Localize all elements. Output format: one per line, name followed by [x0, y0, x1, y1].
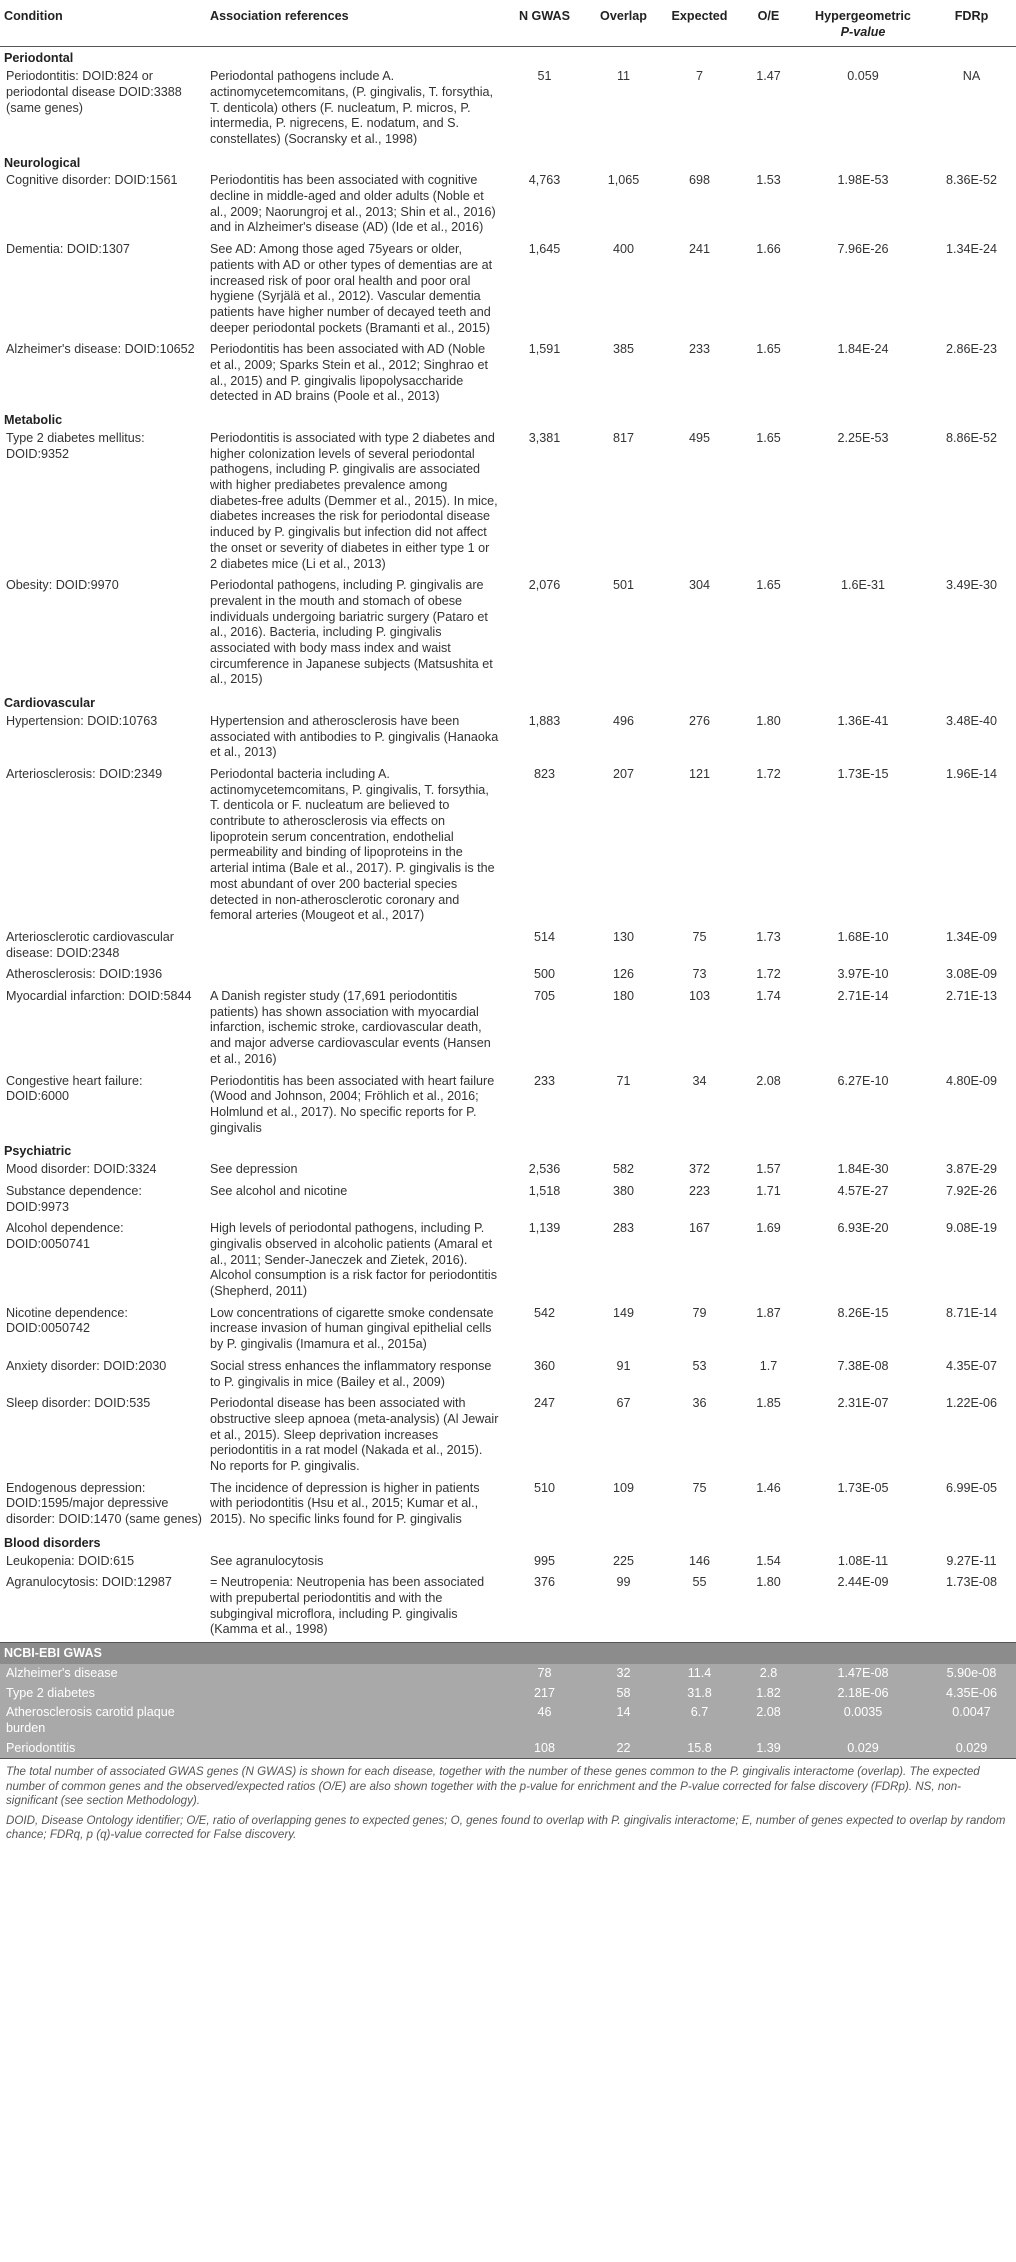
- oe-cell: 1.57: [756, 1162, 781, 1177]
- fdr-cell: 2.71E-13: [945, 989, 998, 1004]
- section-title: Metabolic: [4, 413, 63, 428]
- overlap-cell: 91: [616, 1358, 631, 1373]
- association-cell: See agranulocytosis: [210, 1553, 324, 1568]
- condition-cell: Sleep disorder: DOID:535: [6, 1396, 151, 1411]
- fdr-cell: 1.22E-06: [945, 1396, 998, 1411]
- table-row: [0, 1072, 1016, 1141]
- condition-cell: Atherosclerosis: DOID:1936: [6, 967, 163, 982]
- n-cell: 1,883: [528, 713, 561, 728]
- fdr-cell: 3.08E-09: [945, 967, 998, 982]
- footnote-1: The total number of associated GWAS genes (N GWAS) is shown for each disease, together with the number of these genes common to the P. gingivalis interactome (overlap). The expected number of common genes and the observed/expected ratios (O/E) are also shown together with the p-value for enrichment and the P-value corrected for false discovery (FDRp). NS, non-significant (see section Methodology).: [6, 1765, 980, 1807]
- table-row: [0, 67, 1016, 152]
- section-header: [0, 1140, 1016, 1160]
- fdr-cell: 9.27E-11: [946, 1553, 997, 1568]
- p-cell: 1.36E-41: [837, 713, 889, 728]
- expected-cell: 36: [692, 1396, 707, 1411]
- section-header: [0, 409, 1016, 429]
- association-cell: Periodontitis is associated with type 2 diabetes and higher colonization levels of several periodontal pathogens, including P. gingivalis are associated with higher prediabetes prevalence among diabetes-free adults (Demmer et al., 2015). In mice, diabetes increases the risk for periodontal disease induced by P. gingivalis but infection did not affect the onset or severity of diabetes in either type 1 or 2 diabetes mice (Li et al., 2013): [210, 430, 498, 571]
- table-header: [0, 0, 1016, 47]
- n-cell: 542: [533, 1305, 555, 1320]
- expected-cell: 7: [695, 69, 703, 84]
- p-cell: 2.44E-09: [837, 1575, 889, 1590]
- n-cell: 1,645: [528, 242, 561, 257]
- condition-cell: Substance dependence: DOID:9973: [6, 1183, 142, 1214]
- overlap-cell: 817: [612, 430, 634, 445]
- condition-cell: Anxiety disorder: DOID:2030: [6, 1358, 167, 1373]
- condition-cell: Periodontitis: DOID:824 or periodontal disease DOID:3388 (same genes): [6, 69, 182, 115]
- p-cell: 1.73E-15: [837, 766, 889, 781]
- section-header: [0, 1532, 1016, 1552]
- n-cell: 500: [533, 967, 555, 982]
- oe-cell: 1.71: [756, 1183, 781, 1198]
- fdr-cell: 8.71E-14: [945, 1305, 998, 1320]
- gwas-expected-cell: 11.4: [661, 1664, 738, 1684]
- oe-cell: 1.72: [756, 766, 781, 781]
- table-body: [0, 47, 1016, 1758]
- fdr-cell: 8.36E-52: [945, 173, 998, 188]
- oe-cell: 1.87: [756, 1305, 781, 1320]
- n-cell: 1,518: [528, 1183, 561, 1198]
- gwas-p-cell: 1.47E-08: [799, 1664, 927, 1684]
- oe-cell: 1.65: [756, 578, 781, 593]
- header-hyper-line2: P-value: [840, 24, 886, 39]
- gwas-table-row: [0, 1664, 1016, 1684]
- gwas-table-row: [0, 1684, 1016, 1704]
- overlap-cell: 99: [616, 1575, 631, 1590]
- fdr-cell: 3.48E-40: [945, 713, 998, 728]
- fdr-cell: 6.99E-05: [945, 1480, 998, 1495]
- gwas-condition-cell: Alzheimer's disease: [0, 1664, 206, 1684]
- overlap-cell: 67: [616, 1396, 631, 1411]
- association-cell: Periodontitis has been associated with heart failure (Wood and Johnson, 2004; Fröhlich et al., 2016; Holmlund et al., 2017). No specific reports for P. gingivalis: [210, 1073, 495, 1135]
- section-title: Neurological: [4, 155, 81, 170]
- gwas-condition-cell: Atherosclerosis carotid plaque burden: [0, 1703, 206, 1738]
- association-cell: Periodontitis has been associated with cognitive decline in middle-aged and older adults (Noble et al., 2009; Naorungroj et al., 2013; Shin et al., 2016) and in Alzheimer's disease (AD) (Ide et al., 2016): [210, 173, 496, 235]
- expected-cell: 55: [692, 1575, 707, 1590]
- gwas-oe-cell: 1.39: [738, 1739, 799, 1759]
- expected-cell: 121: [688, 766, 710, 781]
- table-row: [0, 171, 1016, 240]
- table-row: [0, 340, 1016, 409]
- gwas-n-cell: 46: [503, 1703, 586, 1738]
- association-cell: Periodontitis has been associated with AD (Noble et al., 2009; Sparks Stein et al., 2012; Singhrao et al., 2015) and P. gingivalis lipopolysaccharide detected in AD brains (Poole et al., 2013): [210, 342, 488, 404]
- expected-cell: 372: [688, 1162, 710, 1177]
- expected-cell: 103: [688, 989, 710, 1004]
- association-cell: Low concentrations of cigarette smoke condensate increase invasion of human gingival epithelial cells by P. gingivalis (Imamura et al., 2015a): [210, 1305, 494, 1352]
- table-row: [0, 765, 1016, 928]
- table-row: [0, 1357, 1016, 1394]
- table-row: [0, 1160, 1016, 1182]
- expected-cell: 241: [688, 242, 710, 257]
- p-cell: 2.31E-07: [837, 1396, 889, 1411]
- n-cell: 376: [533, 1575, 555, 1590]
- section-title: Periodontal: [4, 51, 74, 66]
- table-row: [0, 1219, 1016, 1304]
- oe-cell: 2.08: [756, 1073, 781, 1088]
- condition-cell: Arteriosclerosis: DOID:2349: [6, 766, 163, 781]
- oe-cell: 1.7: [759, 1358, 778, 1373]
- overlap-cell: 71: [616, 1073, 631, 1088]
- association-cell: See depression: [210, 1162, 298, 1177]
- condition-cell: Mood disorder: DOID:3324: [6, 1162, 157, 1177]
- association-cell: A Danish register study (17,691 periodontitis patients) has shown association with myocardial infarction, ischemic stroke, cardiovascular death, and major adverse cardiovascular events (Hansen et al., 2016): [210, 989, 491, 1066]
- overlap-cell: 11: [616, 69, 631, 84]
- association-cell: See AD: Among those aged 75years or older, patients with AD or other types of dementias are at increased risk of poor oral health and poor oral hygiene (Syrjälä et al., 2012). Vascular dementia patients have higher number of decayed teeth and deeper periodontal pockets (Bramanti et al., 2015): [210, 242, 493, 335]
- footnote-2: DOID, Disease Ontology identifier; O/E, ratio of overlapping genes to expected genes; O, genes found to overlap with P. gingivalis interactome; E, number of genes expected to overlap by random chance; FDRq, p (q)-value corrected for False discovery.: [6, 1813, 1006, 1842]
- p-cell: 6.27E-10: [837, 1073, 889, 1088]
- overlap-cell: 582: [612, 1162, 634, 1177]
- n-cell: 233: [533, 1073, 555, 1088]
- table-row: [0, 576, 1016, 692]
- table-row: [0, 1304, 1016, 1357]
- n-cell: 4,763: [528, 173, 561, 188]
- p-cell: 1.73E-05: [837, 1480, 889, 1495]
- header-hypergeometric: [799, 0, 927, 47]
- condition-cell: Endogenous depression: DOID:1595/major depressive disorder: DOID:1470 (same genes): [6, 1480, 202, 1527]
- header-association: Association references: [206, 0, 503, 47]
- gwas-oe-cell: 1.82: [738, 1684, 799, 1704]
- header-hyper-line1: Hypergeometric: [815, 9, 911, 23]
- table-row: [0, 987, 1016, 1072]
- oe-cell: 1.46: [756, 1480, 781, 1495]
- oe-cell: 1.74: [756, 989, 781, 1004]
- oe-cell: 1.54: [756, 1553, 781, 1568]
- association-cell: The incidence of depression is higher in patients with periodontitis (Hsu et al., 2015; Kumar et al., 2015). No specific links found for P. gingivalis: [210, 1480, 480, 1527]
- association-cell: Social stress enhances the inflammatory response to P. gingivalis in mice (Bailey et al., 2009): [210, 1358, 492, 1389]
- gwas-section-title: NCBI-EBI GWAS: [0, 1643, 1016, 1664]
- table-row: [0, 1182, 1016, 1219]
- n-cell: 995: [533, 1553, 555, 1568]
- overlap-cell: 385: [612, 342, 634, 357]
- association-cell: [206, 928, 503, 965]
- section-header: [0, 692, 1016, 712]
- fdr-cell: 1.34E-24: [945, 242, 998, 257]
- overlap-cell: 130: [612, 929, 634, 944]
- gwas-condition-cell: Periodontitis: [0, 1739, 206, 1759]
- p-cell: 1.68E-10: [837, 929, 889, 944]
- p-cell: 0.059: [847, 69, 879, 84]
- n-cell: 2,536: [528, 1162, 561, 1177]
- n-cell: 705: [533, 989, 555, 1004]
- gwas-expected-cell: 6.7: [661, 1703, 738, 1738]
- expected-cell: 75: [692, 1480, 707, 1495]
- condition-cell: Alzheimer's disease: DOID:10652: [6, 342, 195, 357]
- association-cell: Hypertension and atherosclerosis have been associated with antibodies to P. gingivalis (Hanaoka et al., 2013): [210, 713, 499, 760]
- gwas-n-cell: 78: [503, 1664, 586, 1684]
- oe-cell: 1.65: [756, 342, 781, 357]
- gwas-association-cell: [206, 1703, 503, 1738]
- n-cell: 247: [533, 1396, 555, 1411]
- table-row: [0, 712, 1016, 765]
- header-overlap: Overlap: [586, 0, 661, 47]
- condition-cell: Hypertension: DOID:10763: [6, 713, 158, 728]
- section-title: Cardiovascular: [4, 696, 95, 711]
- gwas-expected-cell: 31.8: [661, 1684, 738, 1704]
- fdr-cell: 3.49E-30: [945, 578, 998, 593]
- overlap-cell: 496: [612, 713, 634, 728]
- oe-cell: 1.80: [756, 1575, 781, 1590]
- p-cell: 2.25E-53: [837, 430, 889, 445]
- association-cell: = Neutropenia: Neutropenia has been associated with prepubertal periodontitis and with the subgingival microflora, including P. gingivalis (Kamma et al., 1998): [210, 1575, 485, 1637]
- expected-cell: 304: [688, 578, 710, 593]
- expected-cell: 276: [688, 713, 710, 728]
- n-cell: 514: [533, 929, 555, 944]
- gwas-association-cell: [206, 1739, 503, 1759]
- association-cell: Periodontal bacteria including A. actinomycetemcomitans, P. gingivalis, T. forsythia, T. denticola or F. nucleatum are believed to contribute to atherosclerosis via effects on lipoprotein serum concentration, endothelial permeability and binding of lipoproteins in the arterial intima (Bale et al., 2017). P. gingivalis is the most abundant of over 200 bacterial species detected in non-atherosclerotic coronary and femoral arteries (Mougeot et al., 2017): [210, 766, 495, 923]
- fdr-cell: 7.92E-26: [945, 1183, 998, 1198]
- gwas-association-cell: [206, 1684, 503, 1704]
- p-cell: 8.26E-15: [837, 1305, 889, 1320]
- overlap-cell: 283: [612, 1221, 634, 1236]
- gwas-oe-cell: 2.8: [738, 1664, 799, 1684]
- condition-cell: Nicotine dependence: DOID:0050742: [6, 1305, 128, 1336]
- gwas-p-cell: 0.0035: [799, 1703, 927, 1738]
- p-cell: 1.08E-11: [837, 1553, 889, 1568]
- overlap-cell: 400: [612, 242, 634, 257]
- table-row: [0, 1479, 1016, 1532]
- expected-cell: 34: [692, 1073, 707, 1088]
- table-row: [0, 240, 1016, 340]
- section-header: [0, 152, 1016, 172]
- expected-cell: 146: [688, 1553, 710, 1568]
- expected-cell: 75: [692, 929, 707, 944]
- gwas-oe-cell: 2.08: [738, 1703, 799, 1738]
- overlap-cell: 126: [612, 967, 634, 982]
- gwas-fdr-cell: 0.029: [927, 1739, 1016, 1759]
- gwas-association-cell: [206, 1664, 503, 1684]
- table-row: [0, 1573, 1016, 1642]
- p-cell: 4.57E-27: [837, 1183, 889, 1198]
- association-cell: Periodontal pathogens include A. actinomycetemcomitans, (P. gingivalis, T. forsythia, T. denticola) others (F. nucleatum, P. micros, P. intermedia, P. nigrecens, E. nodatum, and S. constellates) (Socransky et al., 1998): [210, 69, 494, 146]
- gwas-n-cell: 108: [503, 1739, 586, 1759]
- condition-cell: Cognitive disorder: DOID:1561: [6, 173, 178, 188]
- overlap-cell: 380: [612, 1183, 634, 1198]
- n-cell: 1,139: [528, 1221, 561, 1236]
- fdr-cell: 1.73E-08: [945, 1575, 998, 1590]
- overlap-cell: 501: [612, 578, 634, 593]
- oe-cell: 1.72: [756, 967, 781, 982]
- table-row: [0, 1552, 1016, 1574]
- n-cell: 360: [533, 1358, 555, 1373]
- header-expected: Expected: [661, 0, 738, 47]
- p-cell: 3.97E-10: [837, 967, 889, 982]
- condition-cell: Leukopenia: DOID:615: [6, 1553, 135, 1568]
- condition-cell: Obesity: DOID:9970: [6, 578, 119, 593]
- section-header: [0, 47, 1016, 67]
- gwas-condition-cell: Type 2 diabetes: [0, 1684, 206, 1704]
- n-cell: 51: [537, 69, 552, 84]
- section-title: Psychiatric: [4, 1144, 72, 1159]
- gwas-table-row: [0, 1739, 1016, 1759]
- table-row: [0, 1394, 1016, 1479]
- gwas-p-cell: 2.18E-06: [799, 1684, 927, 1704]
- condition-cell: Arteriosclerotic cardiovascular disease: DOID:2348: [6, 929, 174, 960]
- oe-cell: 1.66: [756, 242, 781, 257]
- fdr-cell: 2.86E-23: [945, 342, 998, 357]
- p-cell: 1.98E-53: [837, 173, 889, 188]
- header-oe: O/E: [738, 0, 799, 47]
- fdr-cell: 9.08E-19: [945, 1221, 998, 1236]
- condition-cell: Myocardial infarction: DOID:5844: [6, 989, 192, 1004]
- fdr-cell: NA: [962, 69, 981, 84]
- expected-cell: 223: [688, 1183, 710, 1198]
- condition-cell: Congestive heart failure: DOID:6000: [6, 1073, 143, 1104]
- p-cell: 7.38E-08: [837, 1358, 889, 1373]
- oe-cell: 1.80: [756, 713, 781, 728]
- association-cell: [206, 965, 503, 987]
- overlap-cell: 225: [612, 1553, 634, 1568]
- table-row: [0, 429, 1016, 576]
- fdr-cell: 8.86E-52: [945, 430, 998, 445]
- condition-cell: Dementia: DOID:1307: [6, 242, 130, 257]
- p-cell: 1.6E-31: [840, 578, 886, 593]
- gwas-section-header: [0, 1643, 1016, 1664]
- p-cell: 7.96E-26: [837, 242, 889, 257]
- fdr-cell: 4.35E-07: [945, 1358, 998, 1373]
- oe-cell: 1.73: [756, 929, 781, 944]
- gwas-fdr-cell: 0.0047: [927, 1703, 1016, 1738]
- gwas-p-cell: 0.029: [799, 1739, 927, 1759]
- oe-cell: 1.47: [756, 69, 781, 84]
- section-title: Blood disorders: [4, 1535, 101, 1550]
- n-cell: 1,591: [528, 342, 561, 357]
- fdr-cell: 1.34E-09: [945, 929, 998, 944]
- oe-cell: 1.85: [756, 1396, 781, 1411]
- condition-cell: Type 2 diabetes mellitus: DOID:9352: [6, 430, 145, 461]
- expected-cell: 233: [688, 342, 710, 357]
- p-cell: 2.71E-14: [837, 989, 889, 1004]
- oe-cell: 1.65: [756, 430, 781, 445]
- expected-cell: 79: [692, 1305, 707, 1320]
- gwas-fdr-cell: 4.35E-06: [927, 1684, 1016, 1704]
- expected-cell: 73: [692, 967, 707, 982]
- association-cell: Periodontal pathogens, including P. gingivalis are prevalent in the mouth and stomach of obese individuals undergoing bariatric surgery (Pataro et al., 2016). Bacteria, including P. gingivalis associated with body mass index and waist circumference in Japanese subjects (Matsushita et al., 2015): [210, 578, 493, 687]
- table-row: [0, 928, 1016, 965]
- header-fdr: FDRp: [927, 0, 1016, 47]
- fdr-cell: 3.87E-29: [945, 1162, 998, 1177]
- association-cell: High levels of periodontal pathogens, including P. gingivalis observed in alcoholic patients (Amaral et al., 2011; Sender-Janeczek and Zietek, 2016). Alcohol consumption is a risk factor for periodontitis (Shepherd, 2011): [210, 1221, 497, 1299]
- condition-cell: Agranulocytosis: DOID:12987: [6, 1575, 172, 1590]
- association-cell: Periodontal disease has been associated with obstructive sleep apnoea (meta-analysis) (Al Jewair et al., 2015). Sleep deprivation increases periodontitis in a rat model (Nakada et al., 2015). No reports for P. gingivalis.: [210, 1396, 499, 1474]
- association-cell: See alcohol and nicotine: [210, 1183, 348, 1198]
- gwas-overlap-cell: 32: [586, 1664, 661, 1684]
- gwas-overlap-cell: 22: [586, 1739, 661, 1759]
- fdr-cell: 1.96E-14: [945, 766, 998, 781]
- oe-cell: 1.53: [756, 173, 781, 188]
- overlap-cell: 1,065: [607, 173, 640, 188]
- overlap-cell: 149: [612, 1305, 634, 1320]
- gwas-overlap-cell: 14: [586, 1703, 661, 1738]
- gwas-fdr-cell: 5.90e-08: [927, 1664, 1016, 1684]
- header-condition: Condition: [0, 0, 206, 47]
- oe-cell: 1.69: [756, 1221, 781, 1236]
- expected-cell: 167: [688, 1221, 710, 1236]
- table-row: [0, 965, 1016, 987]
- fdr-cell: 4.80E-09: [945, 1073, 998, 1088]
- table-footnotes: [0, 1759, 1016, 1842]
- p-cell: 1.84E-30: [837, 1162, 889, 1177]
- expected-cell: 698: [688, 173, 710, 188]
- overlap-cell: 207: [612, 766, 634, 781]
- p-cell: 1.84E-24: [837, 342, 889, 357]
- expected-cell: 495: [688, 430, 710, 445]
- gwas-overlap-cell: 58: [586, 1684, 661, 1704]
- overlap-cell: 180: [612, 989, 634, 1004]
- p-cell: 6.93E-20: [837, 1221, 889, 1236]
- expected-cell: 53: [692, 1358, 707, 1373]
- gwas-table-row: [0, 1703, 1016, 1738]
- n-cell: 823: [533, 766, 555, 781]
- overlap-cell: 109: [612, 1480, 634, 1495]
- condition-cell: Alcohol dependence: DOID:0050741: [6, 1221, 124, 1251]
- gwas-expected-cell: 15.8: [661, 1739, 738, 1759]
- n-cell: 510: [533, 1480, 555, 1495]
- n-cell: 3,381: [528, 430, 561, 445]
- n-cell: 2,076: [528, 578, 561, 593]
- gwas-n-cell: 217: [503, 1684, 586, 1704]
- header-n-gwas: N GWAS: [503, 0, 586, 47]
